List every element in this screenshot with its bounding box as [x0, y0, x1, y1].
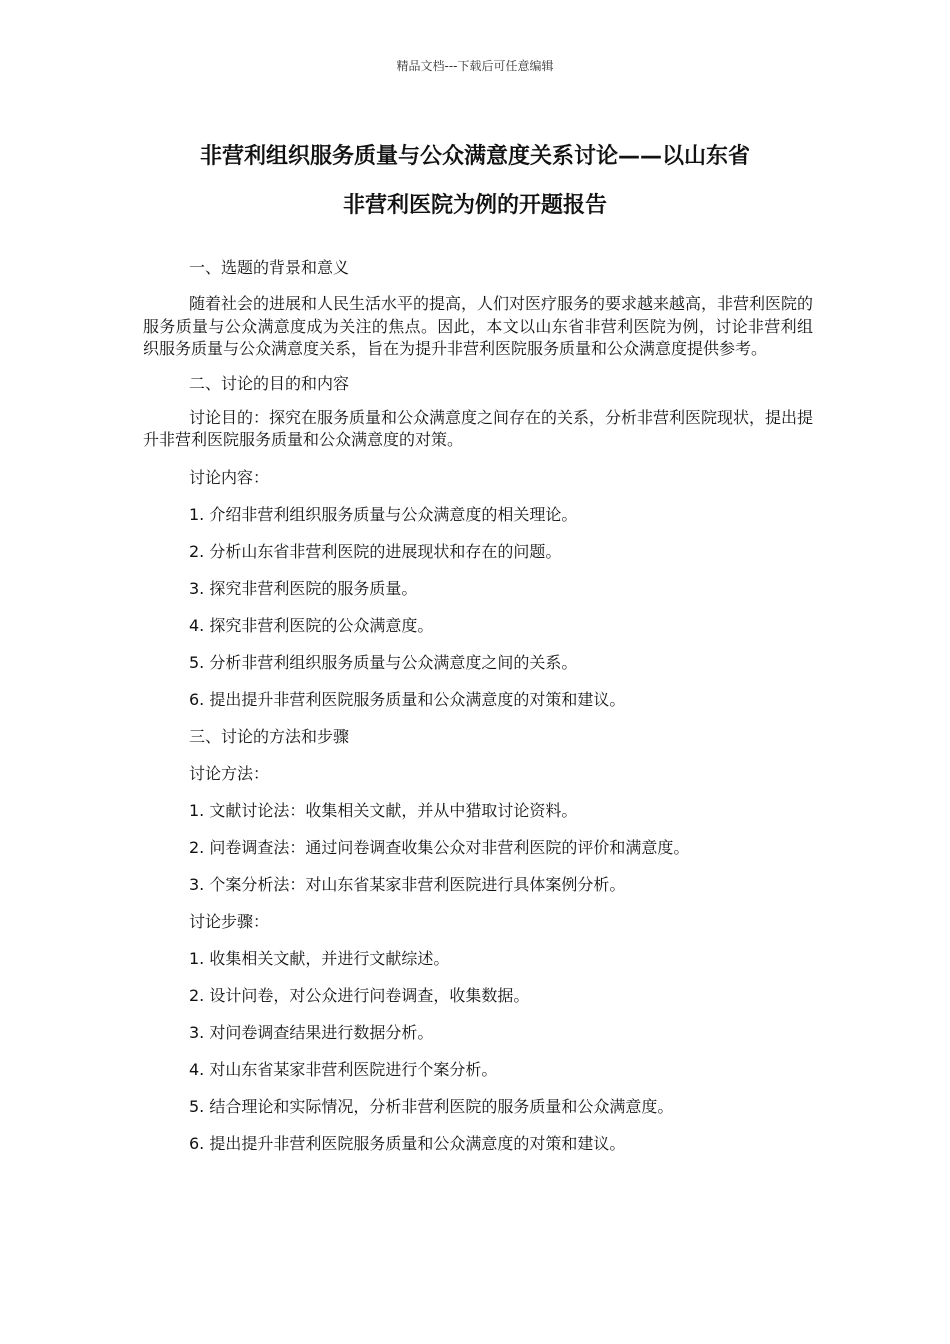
section-heading-methods: 三、讨论的方法和步骤: [189, 726, 350, 746]
step-item: 6. 提出提升非营利医院服务质量和公众满意度的对策和建议。: [189, 1133, 626, 1153]
section-heading-purpose: 二、讨论的目的和内容: [189, 373, 350, 393]
purpose-paragraph: 讨论目的：探究在服务质量和公众满意度之间存在的关系，分析非营利医院现状，提出提升非营利医院服务质量和公众满意度的对策。: [143, 407, 814, 449]
document-body: [143, 256, 813, 1169]
method-item: 1. 文献讨论法：收集相关文献，并从中猎取讨论资料。: [189, 800, 578, 820]
step-item: 3. 对问卷调查结果进行数据分析。: [189, 1022, 434, 1042]
content-item: 1. 介绍非营利组织服务质量与公众满意度的相关理论。: [189, 504, 578, 524]
method-item: 3. 个案分析法：对山东省某家非营利医院进行具体案例分析。: [189, 874, 626, 894]
content-label: 讨论内容：: [189, 467, 270, 487]
content-item: 3. 探究非营利医院的服务质量。: [189, 578, 418, 598]
background-paragraph: 随着社会的进展和人民生活水平的提高，人们对医疗服务的要求越来越高，非营利医院的服务质量与公众满意度成为关注的焦点。因此，本文以山东省非营利医院为例，讨论非营利组织服务质量与公众满意度关系，旨在为提升非营利医院服务质量和公众满意度提供参考。: [143, 294, 814, 358]
content-item: 4. 探究非营利医院的公众满意度。: [189, 615, 434, 635]
content-item: 5. 分析非营利组织服务质量与公众满意度之间的关系。: [189, 652, 578, 672]
steps-label: 讨论步骤：: [189, 911, 270, 931]
method-item: 2. 问卷调查法：通过问卷调查收集公众对非营利医院的评价和满意度。: [189, 837, 690, 857]
step-item: 4. 对山东省某家非营利医院进行个案分析。: [189, 1059, 498, 1079]
document-title-line-1: 非营利组织服务质量与公众满意度关系讨论——以山东省: [199, 144, 750, 169]
content-item: 2. 分析山东省非营利医院的进展现状和存在的问题。: [189, 541, 562, 561]
header-note: 精品文档---下载后可任意编辑: [396, 59, 554, 73]
section-heading-background: 一、选题的背景和意义: [189, 258, 350, 277]
step-item: 5. 结合理论和实际情况，分析非营利医院的服务质量和公众满意度。: [189, 1096, 674, 1116]
step-item: 2. 设计问卷，对公众进行问卷调查，收集数据。: [189, 985, 530, 1005]
methods-label: 讨论方法：: [189, 763, 270, 783]
step-item: 1. 收集相关文献，并进行文献综述。: [189, 948, 450, 968]
document-title-line-2: 非营利医院为例的开题报告: [342, 193, 607, 218]
content-item: 6. 提出提升非营利医院服务质量和公众满意度的对策和建议。: [189, 689, 626, 709]
